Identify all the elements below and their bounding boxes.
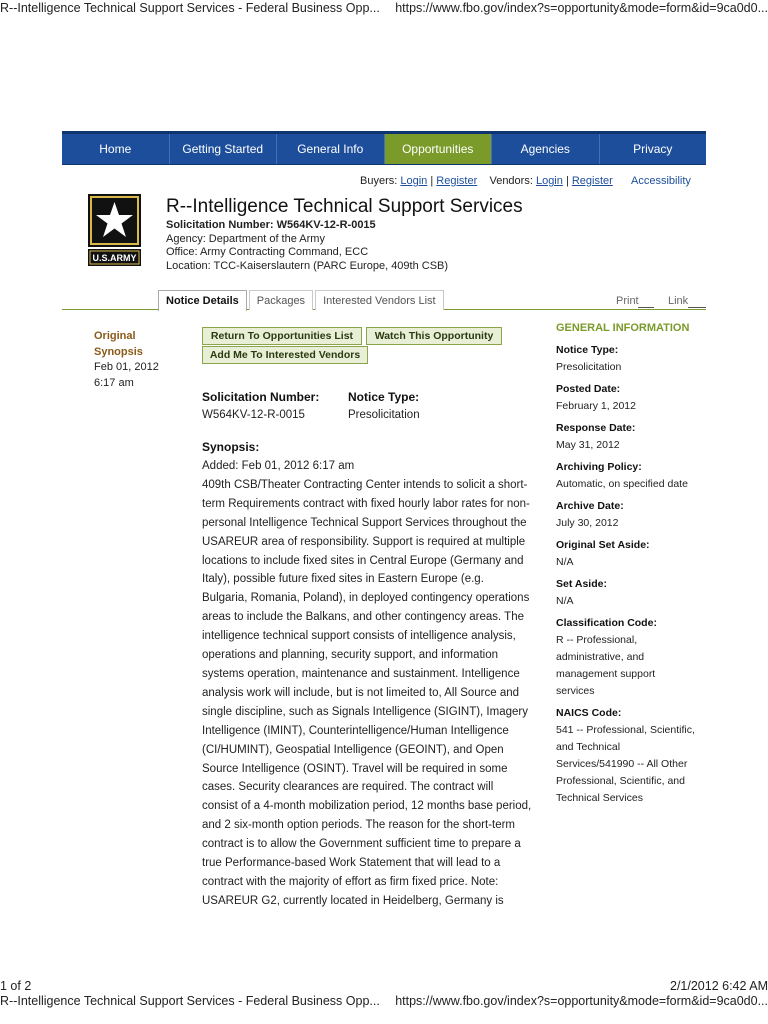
original-synopsis-link[interactable]: Original Synopsis [94, 330, 143, 358]
nav-agencies[interactable]: Agencies [492, 134, 600, 164]
field-value: N/A [556, 595, 574, 607]
field-label: Archiving Policy: [556, 461, 642, 473]
vendors-register-link[interactable]: Register [571, 175, 613, 187]
field-value: Presolicitation [556, 361, 622, 373]
nav-opportunities[interactable]: Opportunities [385, 134, 493, 164]
buyers-register-link[interactable]: Register [436, 175, 478, 187]
print-header [0, 0, 768, 18]
field-label: Classification Code: [556, 617, 657, 629]
field-value: R -- Professional, administrative, and management support services [556, 634, 656, 697]
nav-privacy[interactable]: Privacy [633, 142, 673, 156]
separator: | [565, 175, 569, 187]
page-count: 1 of 2 [0, 979, 32, 993]
buyers-label: Buyers: [360, 175, 398, 187]
page-title: R--Intelligence Technical Support Services [166, 196, 523, 217]
synopsis-time: 6:17 am [94, 376, 134, 389]
print-footer-title: R--Intelligence Technical Support Services - Federal Business Opp... [0, 994, 380, 1008]
field-label: Original Set Aside: [556, 539, 650, 551]
field-label: Set Aside: [556, 578, 607, 590]
logo-text: U.S.ARMY [92, 253, 137, 263]
return-to-opportunities-button[interactable]: Return To Opportunities List [202, 327, 362, 345]
solicitation-number-line: Solicitation Number: W564KV-12-R-0015 [166, 219, 376, 231]
print-header-url: https://www.fbo.gov/index?s=opportunity&mode=form&id=9ca0d0... [395, 1, 768, 15]
field-label: Archive Date: [556, 500, 624, 512]
separator: | [430, 175, 434, 187]
field-label: NAICS Code: [556, 707, 622, 719]
vendors-label: Vendors: [489, 175, 533, 187]
print-footer-url: https://www.fbo.gov/index?s=opportunity&mode=form&id=9ca0d0... [395, 994, 768, 1008]
tab-bar [158, 290, 446, 311]
add-interested-vendor-button[interactable]: Add Me To Interested Vendors [202, 346, 368, 364]
notice-meta [166, 219, 448, 273]
solicitation-number-value: W564KV-12-R-0015 [202, 409, 305, 421]
print-header-title: R--Intelligence Technical Support Services - Federal Business Opp... [0, 1, 380, 15]
field-label: Posted Date: [556, 383, 621, 395]
field-value: July 30, 2012 [556, 517, 619, 529]
field-label: Response Date: [556, 422, 636, 434]
us-army-logo [88, 194, 141, 266]
tab-notice-details[interactable]: Notice Details [158, 290, 247, 311]
original-synopsis-panel [94, 329, 159, 391]
main-nav [62, 131, 706, 165]
vendors-login-link[interactable]: Login [535, 175, 563, 187]
field-value: May 31, 2012 [556, 439, 620, 451]
notice-type-value: Presolicitation [348, 409, 420, 421]
link-underline [688, 307, 706, 308]
nav-getting-started[interactable]: Getting Started [170, 134, 278, 164]
print-underline [638, 307, 654, 308]
general-information-panel [556, 320, 716, 807]
field-value: Automatic, on specified date [556, 478, 688, 490]
print-datetime: 2/1/2012 6:42 AM [670, 979, 768, 993]
login-bar [360, 175, 690, 187]
field-value: 541 -- Professional, Scientific, and Technical Services/541990 -- All Other Professional, Scientific, and Technical Services [556, 724, 695, 804]
nav-general-info[interactable]: General Info [277, 134, 385, 164]
tab-interested-vendors[interactable]: Interested Vendors List [315, 290, 444, 310]
synopsis-added: Added: Feb 01, 2012 6:17 am [202, 460, 355, 472]
buyers-login-link[interactable]: Login [400, 175, 428, 187]
general-information-heading: GENERAL INFORMATION [556, 322, 690, 334]
tab-packages[interactable]: Packages [249, 290, 313, 310]
notice-type-label: Notice Type: [348, 390, 420, 404]
field-value: February 1, 2012 [556, 400, 636, 412]
watch-opportunity-button[interactable]: Watch This Opportunity [366, 327, 502, 345]
synopsis-heading: Synopsis: [202, 440, 260, 454]
synopsis-text: 409th CSB/Theater Contracting Center intends to solicit a short-term Requirements contract with fixed hourly labor rates for non-personal Intelligence Technical Support Services throughout the USAREUR area of responsibility. Support is required at multiple locations to include fixed sites in Central Europe (Germany and Italy), possible future fixed sites in Eastern Europe (e.g. Bulgaria, Romania, Poland), in deployed contingency operations areas to include the Balkans, and other contingency areas. The intelligence technical support consists of intelligence analysis, operations and planning, security support, and information systems operation, maintenance and sustainment. Intelligence analysis work will include, but is not limeited to, All Source and single discipline, such as Signals Intelligence (SIGINT), Imagery Intelligence (IMINT), Counterintelligence/Human Intelligence (CI/HUMINT), Geospatial Intelligence (GEOINT), and Open Source Intelligence (OSINT). Travel will be required in some cases. Security clearances are required. The contract will consist of a 4-month mobilization period, 12 months base period, and 2 six-month option periods. The reason for the short-term contract is to allow the Government sufficient time to prepare a true Performance-based Work Statement that will lead to a contract with the majority of effort as firm fixed price. Note: USAREUR G2, currently located in Heidelberg, Germany is [202, 478, 532, 907]
synopsis-date: Feb 01, 2012 [94, 361, 159, 373]
synopsis-body [202, 457, 532, 911]
location-line: Location: TCC-Kaiserslautern (PARC Europe, 409th CSB) [166, 259, 449, 272]
office-line: Office: Army Contracting Command, ECC [166, 246, 369, 258]
field-label: Notice Type: [556, 344, 619, 356]
print-link[interactable]: Print [616, 295, 639, 307]
agency-line: Agency: Department of the Army [166, 232, 325, 245]
solicitation-number-label: Solicitation Number: [202, 390, 320, 404]
accessibility-link[interactable]: Accessibility [631, 175, 691, 187]
nav-home[interactable]: Home [62, 134, 170, 164]
link-link[interactable]: Link [668, 295, 689, 307]
field-value: N/A [556, 556, 574, 568]
